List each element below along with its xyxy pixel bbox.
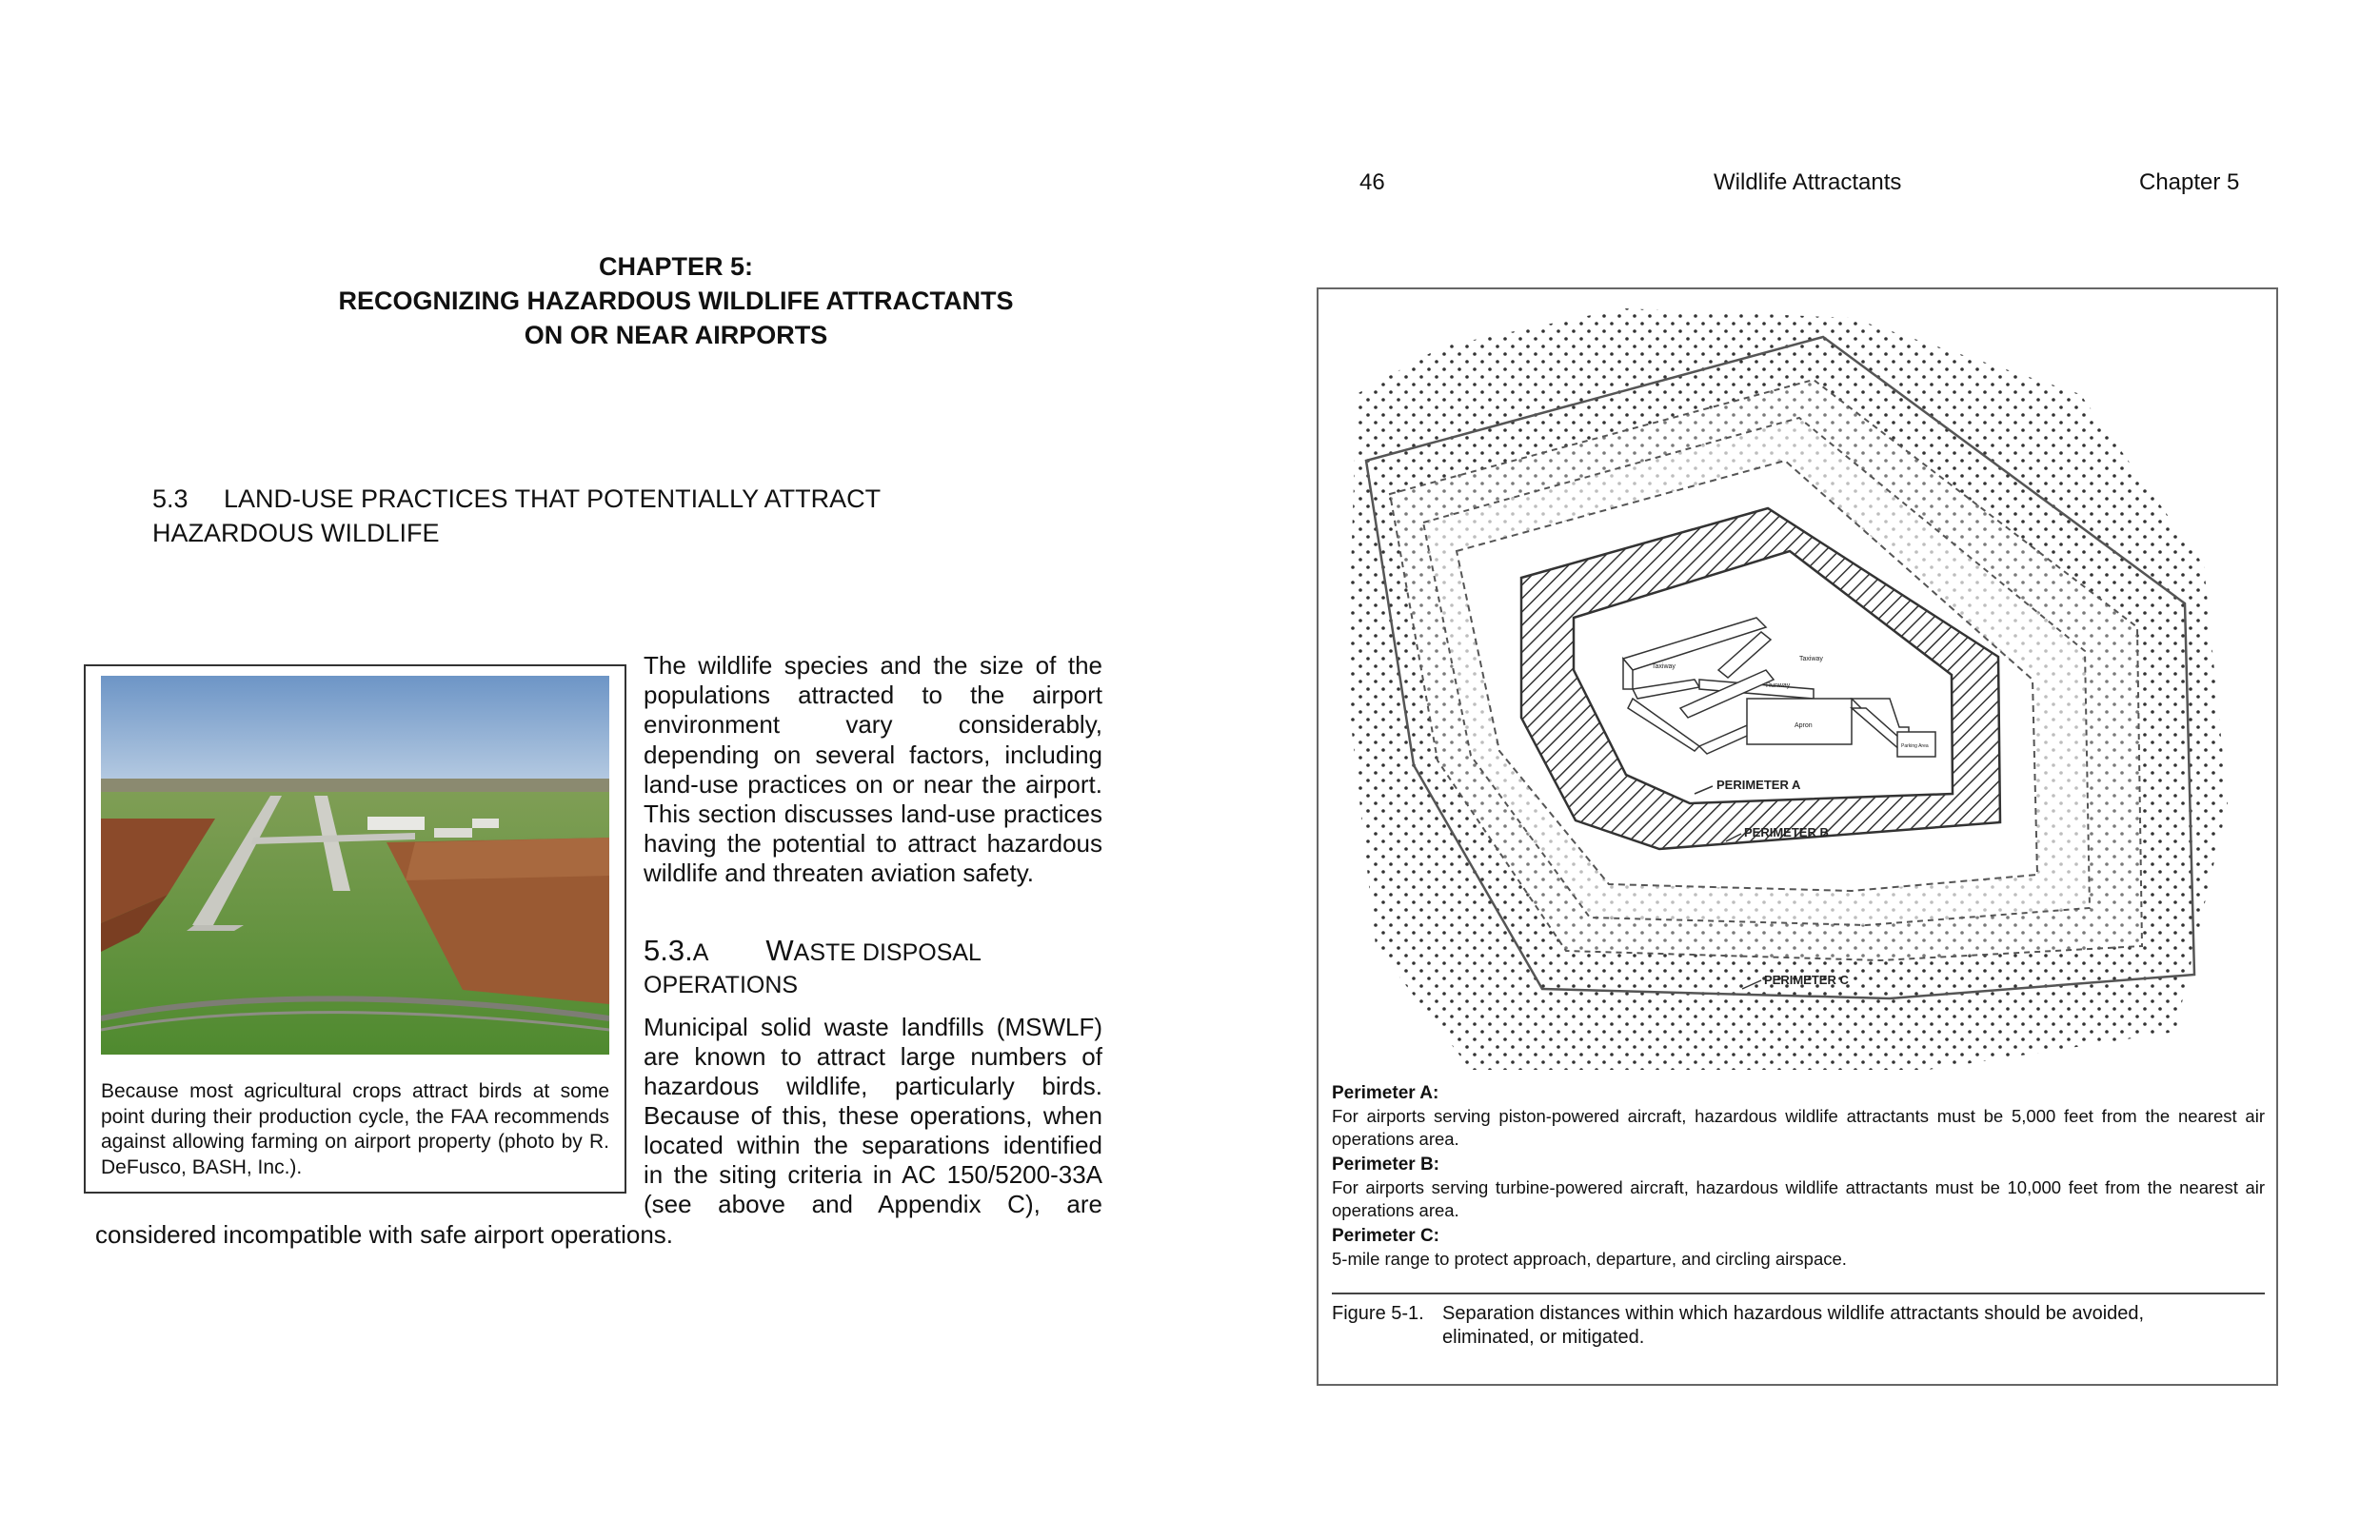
body-line: Municipal solid waste landfills (MSWLF)	[644, 1013, 1102, 1041]
subsection-number-letter: A	[692, 939, 709, 966]
section-heading	[152, 482, 1009, 550]
subsection-title-initial: W	[765, 934, 794, 967]
figure-label: Figure 5-1.	[1332, 1303, 1424, 1324]
chapter-title-line: CHAPTER 5:	[598, 252, 753, 281]
figure-caption	[1332, 1302, 2265, 1349]
perimeter-legend	[1332, 1081, 2265, 1273]
figure-divider	[1332, 1293, 2265, 1294]
separation-figure	[1317, 287, 2278, 1386]
perimeter-a-description: For airports serving piston-powered aircraft, hazardous wildlife attractants must be 5,000 feet from the nearest air operations area.	[1332, 1106, 2265, 1149]
perimeter-a-heading: Perimeter A:	[1332, 1083, 1439, 1103]
runway-label: Runway	[1766, 682, 1791, 689]
apron-label: Apron	[1795, 722, 1813, 729]
body-line: located within the separations identified	[644, 1131, 1102, 1159]
perimeter-b-heading: Perimeter B:	[1332, 1155, 1439, 1175]
page-number: 46	[1359, 169, 1385, 195]
section-title-line: HAZARDOUS WILDLIFE	[152, 519, 440, 547]
taxiway-label: Taxiway	[1799, 656, 1823, 662]
taxiway-label: Taxiway	[1652, 663, 1676, 670]
perimeter-a-label: PERIMETER A	[1716, 778, 1801, 792]
section-number: 5.3	[152, 484, 188, 513]
perimeter-diagram	[1319, 289, 2276, 1070]
chapter-title-line: RECOGNIZING HAZARDOUS WILDLIFE ATTRACTANTS	[338, 286, 1014, 315]
perimeter-c-label: PERIMETER C	[1764, 973, 1849, 987]
running-title: Wildlife Attractants	[1714, 169, 1902, 195]
body-line: hazardous wildlife, particularly birds.	[644, 1072, 1102, 1100]
body-line: are known to attract large numbers of	[644, 1042, 1102, 1071]
chapter-title	[200, 249, 1152, 352]
chapter-title-line: ON OR NEAR AIRPORTS	[524, 321, 828, 349]
running-chapter: Chapter 5	[2139, 169, 2240, 195]
subsection-title-line: OPERATIONS	[644, 972, 799, 998]
body-paragraph: The wildlife species and the size of the populations attracted to the airport environment vary considerably, depending on several factors, including land-use practices on or near the airport. This section discusses land-use practices having the potential to attract hazardous wildlife and threaten aviation safety.	[644, 651, 1102, 888]
perimeter-b-description: For airports serving turbine-powered aircraft, hazardous wildlife attractants must be 10,000 feet from the nearest air operations area.	[1332, 1177, 2265, 1220]
parking-label: Parking Area	[1901, 743, 1929, 749]
subsection-heading	[644, 935, 1102, 1001]
subsection-number: 5.3.	[644, 934, 693, 967]
section-title-line: LAND-USE PRACTICES THAT POTENTIALLY ATTRACT	[224, 484, 882, 513]
perimeter-c-heading: Perimeter C:	[1332, 1226, 1439, 1246]
body-paragraph-2	[644, 1013, 1102, 1219]
perimeter-b-label: PERIMETER B	[1744, 825, 1829, 839]
subsection-title: ASTE DISPOSAL	[793, 939, 982, 966]
body-line: in the siting criteria in AC 150/5200-33A	[644, 1160, 1102, 1189]
figure-caption-line: eliminated, or mitigated.	[1442, 1326, 1645, 1348]
perimeter-c-description: 5-mile range to protect approach, departure, and circling airspace.	[1332, 1249, 1847, 1269]
body-paragraph-3: considered incompatible with safe airport operations.	[95, 1220, 674, 1249]
body-line: Because of this, these operations, when	[644, 1101, 1102, 1130]
body-line: (see above and Appendix C), are	[644, 1190, 1102, 1218]
airport-aerial-photo	[101, 676, 609, 1055]
photo-figure	[84, 664, 626, 1194]
photo-caption: Because most agricultural crops attract birds at some point during their production cycle, the FAA recommends against allowing farming on airport property (photo by R. DeFusco, BASH, Inc.).	[101, 1080, 609, 1178]
figure-caption-line: Separation distances within which hazardous wildlife attractants should be avoided,	[1442, 1303, 2145, 1324]
